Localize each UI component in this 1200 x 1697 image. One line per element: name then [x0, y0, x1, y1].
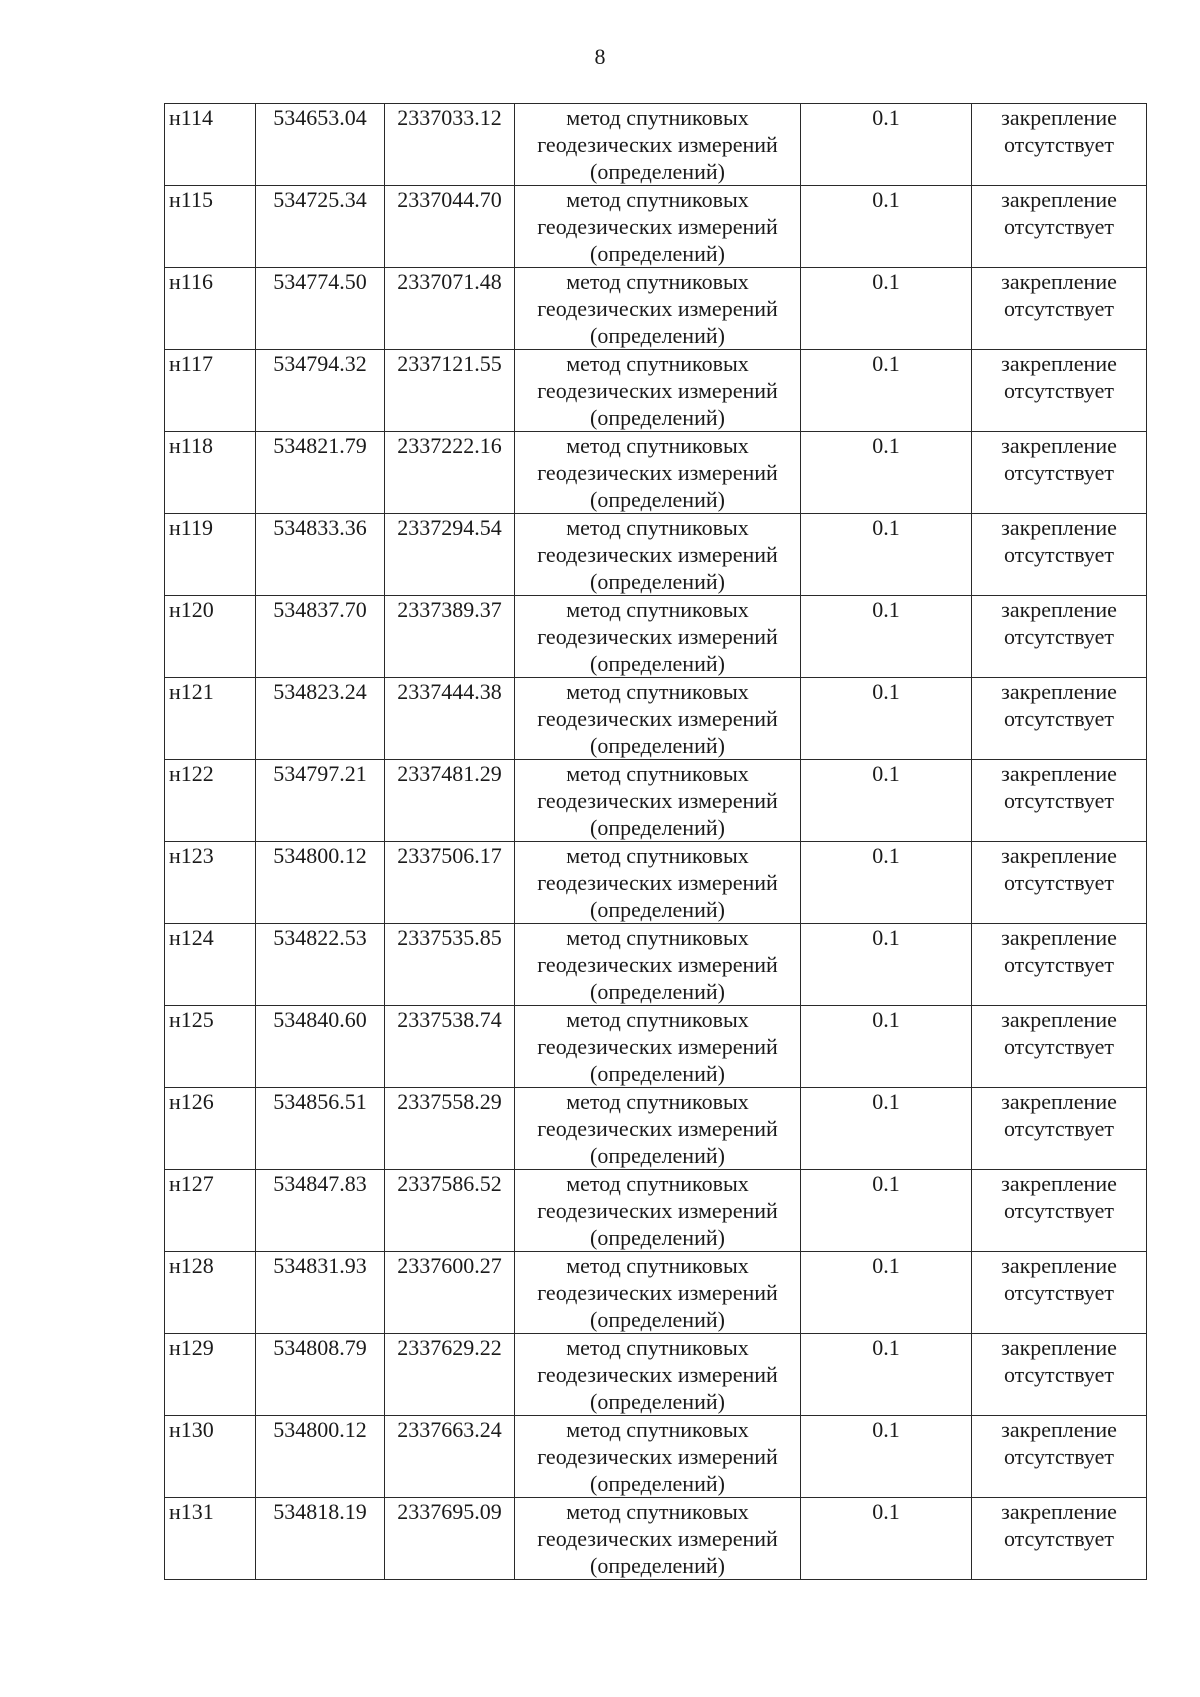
x-coordinate-cell: 534840.60 — [256, 1006, 385, 1088]
fixing-cell — [972, 1252, 1147, 1334]
method-line: геодезических измерений — [537, 1280, 778, 1305]
method-line: метод спутниковых — [566, 761, 749, 786]
x-coordinate-cell: 534847.83 — [256, 1170, 385, 1252]
point-number-cell: н127 — [165, 1170, 256, 1252]
x-coordinate-cell: 534837.70 — [256, 596, 385, 678]
method-cell — [515, 1252, 801, 1334]
fixing-line: закрепление — [1001, 925, 1117, 950]
x-coordinate-cell: 534856.51 — [256, 1088, 385, 1170]
point-number-cell: н131 — [165, 1498, 256, 1580]
point-number-cell: н114 — [165, 104, 256, 186]
fixing-line: отсутствует — [1003, 296, 1115, 321]
method-line: геодезических измерений — [537, 132, 778, 157]
method-line: метод спутниковых — [566, 1417, 749, 1442]
table-row — [165, 350, 1147, 432]
table-body — [165, 104, 1147, 1580]
method-cell — [515, 596, 801, 678]
y-coordinate-cell: 2337389.37 — [385, 596, 515, 678]
fixing-cell — [972, 1416, 1147, 1498]
method-line: (определений) — [590, 159, 725, 184]
method-line: (определений) — [590, 897, 725, 922]
table-row — [165, 1416, 1147, 1498]
method-cell — [515, 104, 801, 186]
fixing-line: отсутствует — [1003, 378, 1115, 403]
method-cell — [515, 1416, 801, 1498]
method-cell — [515, 432, 801, 514]
point-number-cell: н119 — [165, 514, 256, 596]
method-line: геодезических измерений — [537, 624, 778, 649]
y-coordinate-cell: 2337044.70 — [385, 186, 515, 268]
y-coordinate-cell: 2337600.27 — [385, 1252, 515, 1334]
fixing-cell — [972, 924, 1147, 1006]
method-line: (определений) — [590, 1143, 725, 1168]
y-coordinate-cell: 2337538.74 — [385, 1006, 515, 1088]
method-line: (определений) — [590, 1553, 725, 1578]
table-row — [165, 186, 1147, 268]
fixing-line: отсутствует — [1003, 706, 1115, 731]
table-row — [165, 104, 1147, 186]
fixing-line: закрепление — [1001, 515, 1117, 540]
fixing-cell — [972, 842, 1147, 924]
fixing-cell — [972, 760, 1147, 842]
method-line: метод спутниковых — [566, 1335, 749, 1360]
fixing-line: отсутствует — [1003, 1280, 1115, 1305]
x-coordinate-cell: 534818.19 — [256, 1498, 385, 1580]
fixing-line: отсутствует — [1003, 460, 1115, 485]
method-cell — [515, 350, 801, 432]
x-coordinate-cell: 534800.12 — [256, 842, 385, 924]
method-line: геодезических измерений — [537, 296, 778, 321]
accuracy-cell: 0.1 — [801, 924, 972, 1006]
method-line: метод спутниковых — [566, 1089, 749, 1114]
accuracy-cell: 0.1 — [801, 268, 972, 350]
point-number-cell: н117 — [165, 350, 256, 432]
fixing-line: закрепление — [1001, 679, 1117, 704]
method-cell — [515, 1170, 801, 1252]
method-line: метод спутниковых — [566, 597, 749, 622]
method-cell — [515, 924, 801, 1006]
fixing-line: отсутствует — [1003, 132, 1115, 157]
x-coordinate-cell: 534797.21 — [256, 760, 385, 842]
accuracy-cell: 0.1 — [801, 1088, 972, 1170]
fixing-line: закрепление — [1001, 1007, 1117, 1032]
fixing-line: отсутствует — [1003, 624, 1115, 649]
fixing-cell — [972, 514, 1147, 596]
method-cell — [515, 1006, 801, 1088]
accuracy-cell: 0.1 — [801, 842, 972, 924]
method-line: метод спутниковых — [566, 679, 749, 704]
fixing-cell — [972, 350, 1147, 432]
method-line: геодезических измерений — [537, 1034, 778, 1059]
fixing-line: закрепление — [1001, 1335, 1117, 1360]
fixing-cell — [972, 1088, 1147, 1170]
method-line: метод спутниковых — [566, 925, 749, 950]
method-line: геодезических измерений — [537, 378, 778, 403]
fixing-line: отсутствует — [1003, 1116, 1115, 1141]
method-line: метод спутниковых — [566, 515, 749, 540]
table-row — [165, 1088, 1147, 1170]
method-line: метод спутниковых — [566, 269, 749, 294]
method-line: (определений) — [590, 487, 725, 512]
point-number-cell: н120 — [165, 596, 256, 678]
fixing-line: отсутствует — [1003, 788, 1115, 813]
x-coordinate-cell: 534774.50 — [256, 268, 385, 350]
table-row — [165, 924, 1147, 1006]
point-number-cell: н129 — [165, 1334, 256, 1416]
fixing-line: закрепление — [1001, 269, 1117, 294]
method-line: геодезических измерений — [537, 788, 778, 813]
point-number-cell: н126 — [165, 1088, 256, 1170]
x-coordinate-cell: 534794.32 — [256, 350, 385, 432]
point-number-cell: н115 — [165, 186, 256, 268]
x-coordinate-cell: 534823.24 — [256, 678, 385, 760]
method-line: (определений) — [590, 733, 725, 758]
fixing-line: закрепление — [1001, 761, 1117, 786]
table-row — [165, 1498, 1147, 1580]
method-cell — [515, 1334, 801, 1416]
fixing-line: закрепление — [1001, 351, 1117, 376]
method-line: метод спутниковых — [566, 105, 749, 130]
x-coordinate-cell: 534822.53 — [256, 924, 385, 1006]
fixing-line: закрепление — [1001, 597, 1117, 622]
method-line: (определений) — [590, 979, 725, 1004]
y-coordinate-cell: 2337629.22 — [385, 1334, 515, 1416]
point-number-cell: н116 — [165, 268, 256, 350]
accuracy-cell: 0.1 — [801, 432, 972, 514]
fixing-line: закрепление — [1001, 105, 1117, 130]
fixing-cell — [972, 1006, 1147, 1088]
x-coordinate-cell: 534831.93 — [256, 1252, 385, 1334]
fixing-line: закрепление — [1001, 187, 1117, 212]
table-row — [165, 760, 1147, 842]
y-coordinate-cell: 2337663.24 — [385, 1416, 515, 1498]
method-line: метод спутниковых — [566, 433, 749, 458]
fixing-line: отсутствует — [1003, 952, 1115, 977]
y-coordinate-cell: 2337481.29 — [385, 760, 515, 842]
method-line: метод спутниковых — [566, 1007, 749, 1032]
method-line: геодезических измерений — [537, 1362, 778, 1387]
accuracy-cell: 0.1 — [801, 1416, 972, 1498]
method-line: (определений) — [590, 1389, 725, 1414]
accuracy-cell: 0.1 — [801, 1006, 972, 1088]
fixing-cell — [972, 268, 1147, 350]
coordinates-table — [164, 103, 1147, 1580]
method-line: метод спутниковых — [566, 187, 749, 212]
y-coordinate-cell: 2337294.54 — [385, 514, 515, 596]
method-line: геодезических измерений — [537, 870, 778, 895]
y-coordinate-cell: 2337033.12 — [385, 104, 515, 186]
method-cell — [515, 268, 801, 350]
fixing-line: закрепление — [1001, 1171, 1117, 1196]
method-cell — [515, 842, 801, 924]
method-cell — [515, 760, 801, 842]
table-row — [165, 268, 1147, 350]
fixing-cell — [972, 104, 1147, 186]
table-row — [165, 1252, 1147, 1334]
method-line: (определений) — [590, 241, 725, 266]
point-number-cell: н122 — [165, 760, 256, 842]
method-line: геодезических измерений — [537, 706, 778, 731]
table-row — [165, 1334, 1147, 1416]
fixing-cell — [972, 678, 1147, 760]
method-line: метод спутниковых — [566, 843, 749, 868]
accuracy-cell: 0.1 — [801, 1252, 972, 1334]
accuracy-cell: 0.1 — [801, 1170, 972, 1252]
y-coordinate-cell: 2337558.29 — [385, 1088, 515, 1170]
point-number-cell: н125 — [165, 1006, 256, 1088]
method-line: метод спутниковых — [566, 1499, 749, 1524]
fixing-line: закрепление — [1001, 1499, 1117, 1524]
accuracy-cell: 0.1 — [801, 186, 972, 268]
x-coordinate-cell: 534653.04 — [256, 104, 385, 186]
point-number-cell: н118 — [165, 432, 256, 514]
y-coordinate-cell: 2337695.09 — [385, 1498, 515, 1580]
fixing-cell — [972, 596, 1147, 678]
method-cell — [515, 1088, 801, 1170]
point-number-cell: н128 — [165, 1252, 256, 1334]
x-coordinate-cell: 534725.34 — [256, 186, 385, 268]
fixing-cell — [972, 432, 1147, 514]
fixing-cell — [972, 186, 1147, 268]
y-coordinate-cell: 2337071.48 — [385, 268, 515, 350]
table-row — [165, 432, 1147, 514]
y-coordinate-cell: 2337222.16 — [385, 432, 515, 514]
method-line: геодезических измерений — [537, 460, 778, 485]
method-line: (определений) — [590, 1471, 725, 1496]
method-cell — [515, 1498, 801, 1580]
x-coordinate-cell: 534808.79 — [256, 1334, 385, 1416]
fixing-cell — [972, 1498, 1147, 1580]
page-number: 8 — [594, 44, 606, 69]
fixing-line: отсутствует — [1003, 214, 1115, 239]
method-line: геодезических измерений — [537, 542, 778, 567]
y-coordinate-cell: 2337121.55 — [385, 350, 515, 432]
method-line: (определений) — [590, 323, 725, 348]
y-coordinate-cell: 2337586.52 — [385, 1170, 515, 1252]
fixing-cell — [972, 1334, 1147, 1416]
fixing-line: закрепление — [1001, 1253, 1117, 1278]
fixing-line: закрепление — [1001, 843, 1117, 868]
method-cell — [515, 514, 801, 596]
y-coordinate-cell: 2337506.17 — [385, 842, 515, 924]
method-line: геодезических измерений — [537, 1444, 778, 1469]
fixing-line: отсутствует — [1003, 1198, 1115, 1223]
fixing-line: закрепление — [1001, 433, 1117, 458]
accuracy-cell: 0.1 — [801, 1334, 972, 1416]
table-row — [165, 842, 1147, 924]
method-line: геодезических измерений — [537, 952, 778, 977]
method-line: геодезических измерений — [537, 1526, 778, 1551]
method-line: метод спутниковых — [566, 1253, 749, 1278]
method-line: геодезических измерений — [537, 1116, 778, 1141]
method-line: метод спутниковых — [566, 351, 749, 376]
fixing-line: отсутствует — [1003, 1444, 1115, 1469]
x-coordinate-cell: 534833.36 — [256, 514, 385, 596]
accuracy-cell: 0.1 — [801, 104, 972, 186]
fixing-cell — [972, 1170, 1147, 1252]
y-coordinate-cell: 2337535.85 — [385, 924, 515, 1006]
method-cell — [515, 678, 801, 760]
accuracy-cell: 0.1 — [801, 514, 972, 596]
y-coordinate-cell: 2337444.38 — [385, 678, 515, 760]
accuracy-cell: 0.1 — [801, 350, 972, 432]
point-number-cell: н124 — [165, 924, 256, 1006]
table-row — [165, 1006, 1147, 1088]
point-number-cell: н130 — [165, 1416, 256, 1498]
accuracy-cell: 0.1 — [801, 596, 972, 678]
method-line: геодезических измерений — [537, 214, 778, 239]
method-line: (определений) — [590, 569, 725, 594]
accuracy-cell: 0.1 — [801, 760, 972, 842]
table-row — [165, 596, 1147, 678]
accuracy-cell: 0.1 — [801, 678, 972, 760]
method-cell — [515, 186, 801, 268]
x-coordinate-cell: 534800.12 — [256, 1416, 385, 1498]
fixing-line: отсутствует — [1003, 870, 1115, 895]
method-line: (определений) — [590, 1307, 725, 1332]
x-coordinate-cell: 534821.79 — [256, 432, 385, 514]
table-row — [165, 1170, 1147, 1252]
method-line: (определений) — [590, 405, 725, 430]
fixing-line: отсутствует — [1003, 1034, 1115, 1059]
point-number-cell: н121 — [165, 678, 256, 760]
table-row — [165, 514, 1147, 596]
method-line: (определений) — [590, 1061, 725, 1086]
method-line: геодезических измерений — [537, 1198, 778, 1223]
fixing-line: закрепление — [1001, 1417, 1117, 1442]
table-row — [165, 678, 1147, 760]
method-line: (определений) — [590, 1225, 725, 1250]
method-line: (определений) — [590, 651, 725, 676]
method-line: метод спутниковых — [566, 1171, 749, 1196]
fixing-line: отсутствует — [1003, 1362, 1115, 1387]
point-number-cell: н123 — [165, 842, 256, 924]
fixing-line: отсутствует — [1003, 1526, 1115, 1551]
fixing-line: закрепление — [1001, 1089, 1117, 1114]
accuracy-cell: 0.1 — [801, 1498, 972, 1580]
method-line: (определений) — [590, 815, 725, 840]
fixing-line: отсутствует — [1003, 542, 1115, 567]
